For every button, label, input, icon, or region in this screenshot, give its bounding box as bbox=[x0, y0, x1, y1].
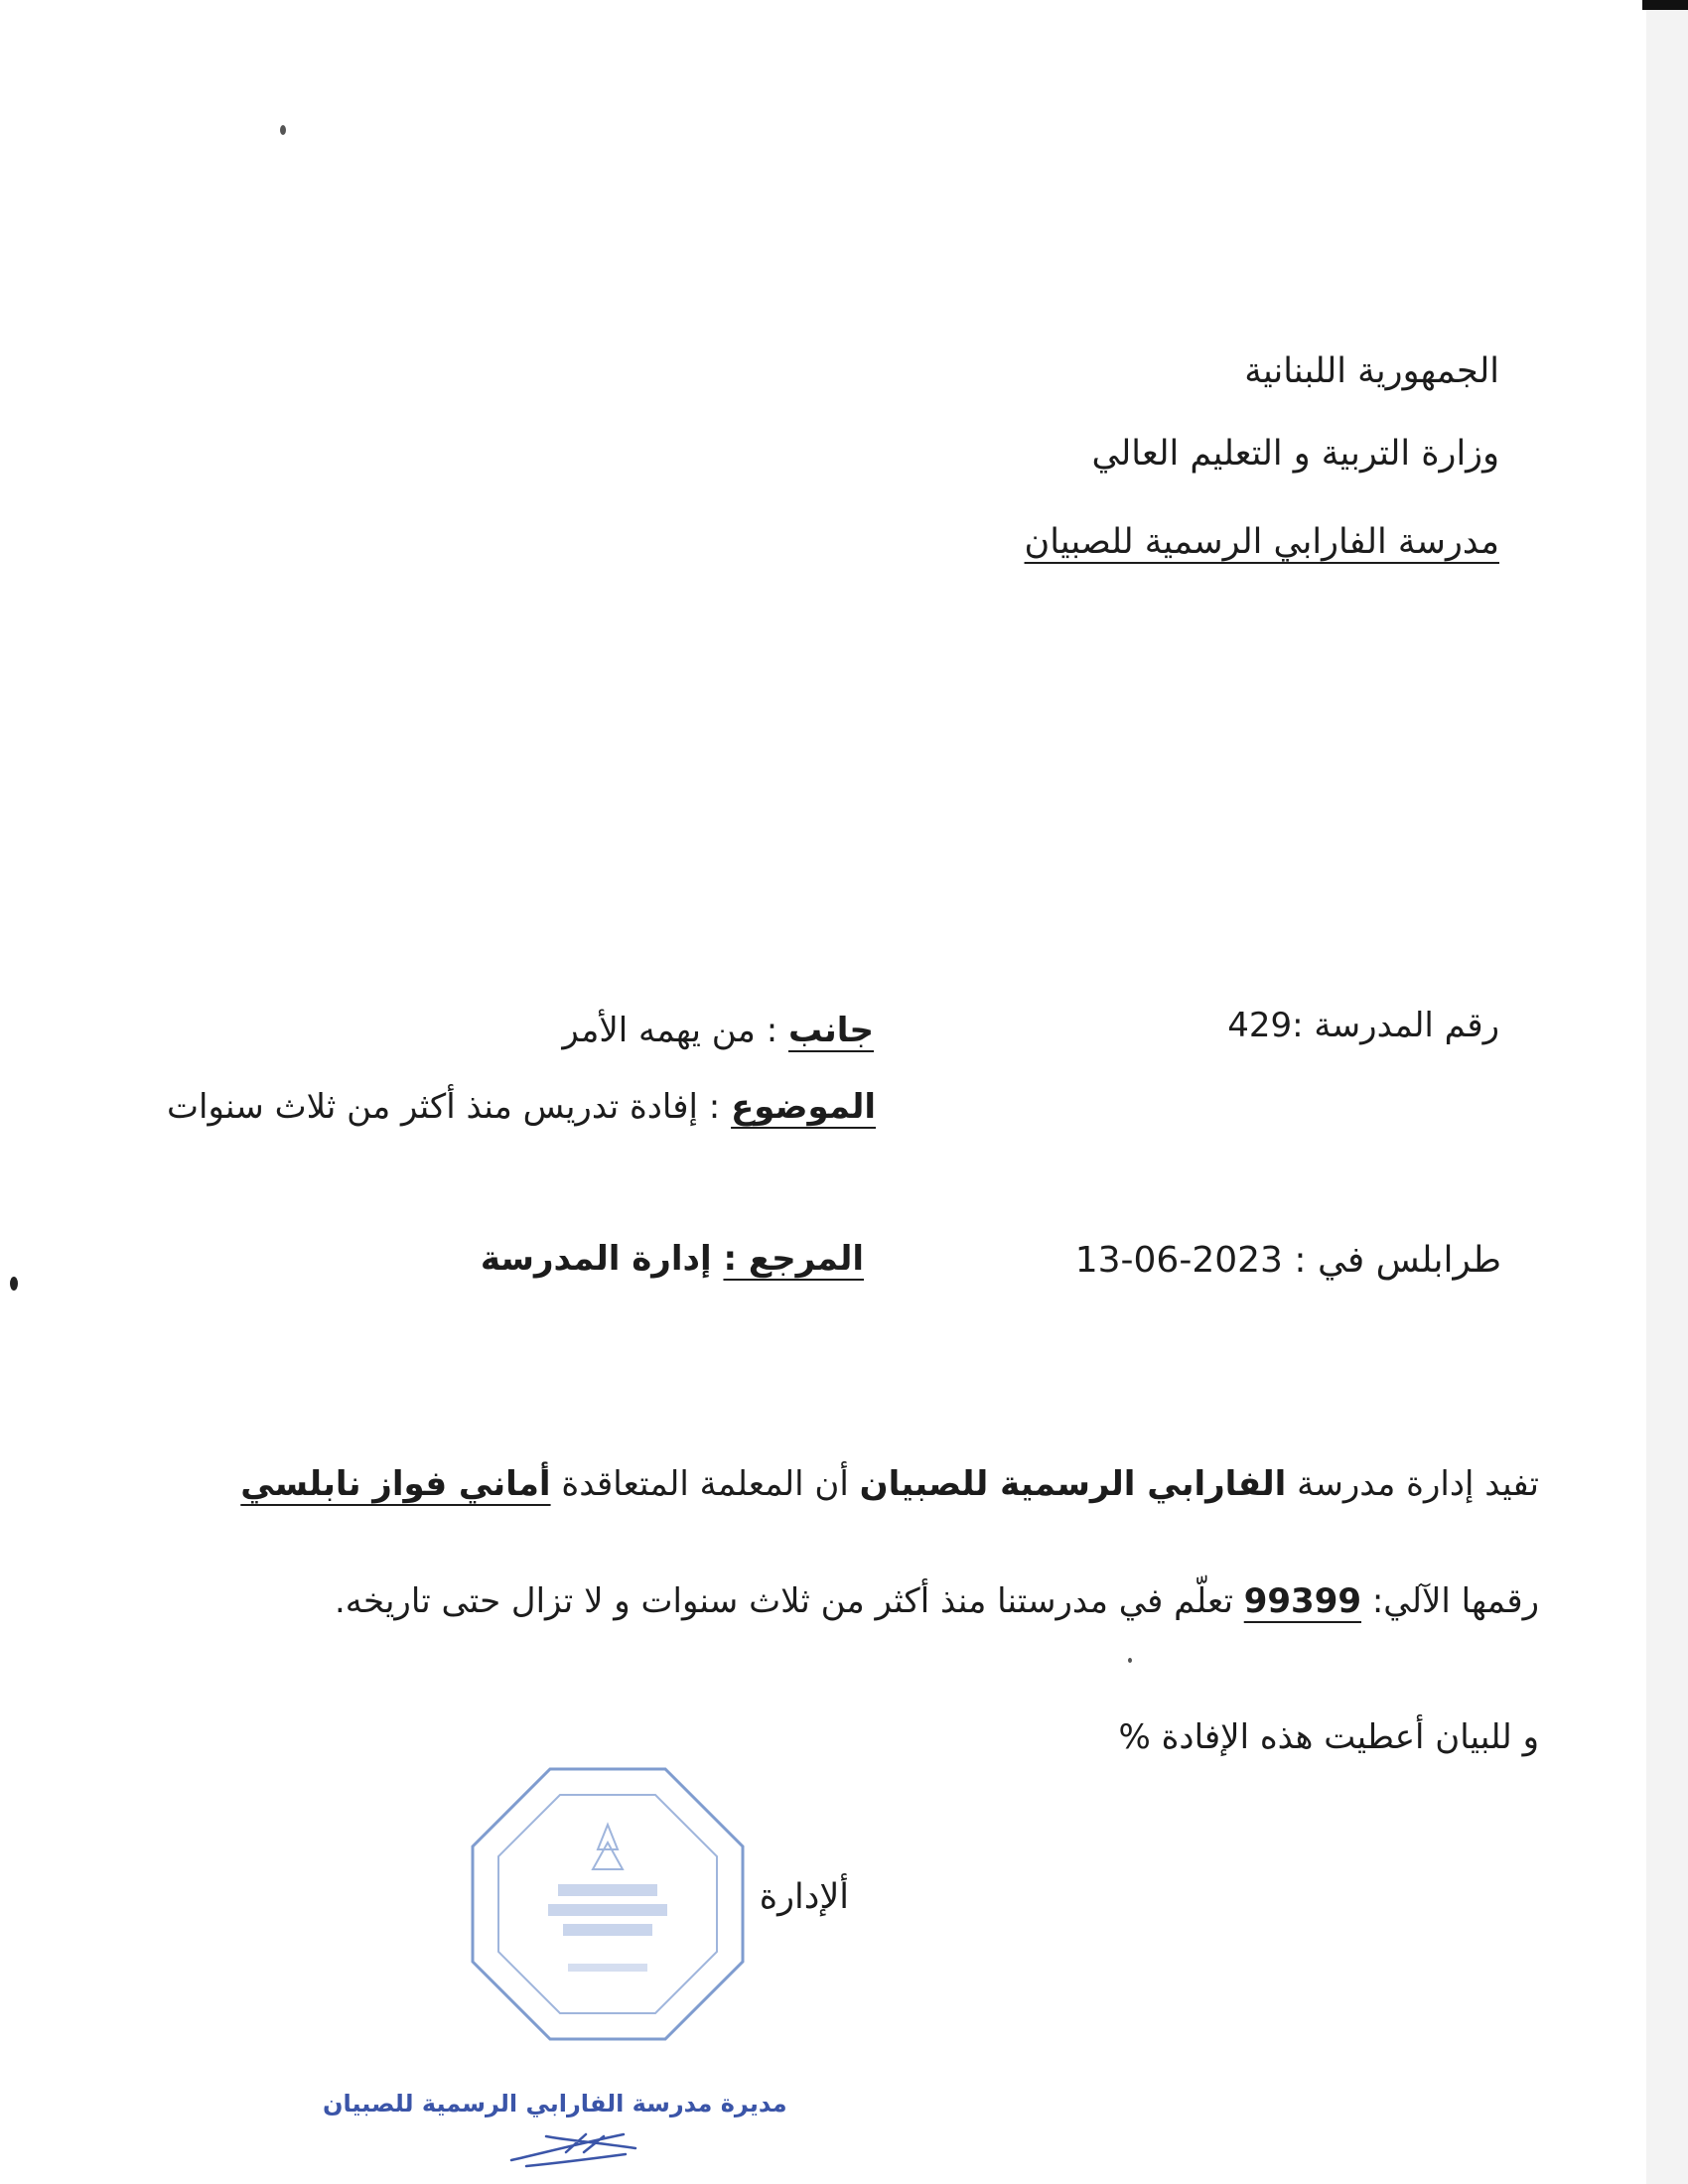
addressee-label: جانب bbox=[787, 1011, 874, 1050]
scan-corner-mark bbox=[1642, 0, 1688, 10]
body-text: أن المعلمة المتعاقدة bbox=[550, 1464, 860, 1504]
administration-label: ألإدارة bbox=[759, 1877, 849, 1917]
reference-value: إدارة المدرسة bbox=[480, 1239, 724, 1279]
body-text: تفيد إدارة مدرسة bbox=[1286, 1464, 1539, 1504]
scan-speck bbox=[1128, 1658, 1132, 1663]
teacher-name: أماني فواز نابلسي bbox=[240, 1464, 551, 1504]
body-text: رقمها الآلي: bbox=[1361, 1581, 1539, 1621]
reference-label: المرجع : bbox=[723, 1239, 864, 1279]
body-text: تعلّم في مدرستنا منذ أكثر من ثلاث سنوات و لا تزال حتى تاريخه. bbox=[334, 1581, 1244, 1621]
principal-signature-line: مديرة مدرسة الفارابي الرسمية للصبيان bbox=[323, 2090, 787, 2117]
subject-label: الموضوع bbox=[731, 1087, 876, 1127]
school-name-bold: الفارابي الرسمية للصبيان bbox=[859, 1464, 1287, 1504]
header-ministry: وزارة التربية و التعليم العالي bbox=[1091, 434, 1499, 474]
body-line-2 bbox=[335, 1581, 1539, 1622]
subject bbox=[167, 1087, 876, 1128]
body-line-3: و للبيان أعطيت هذه الإفادة % bbox=[1118, 1717, 1539, 1757]
place-date: طرابلس في : 2023-06-13 bbox=[1074, 1240, 1501, 1281]
school-stamp bbox=[469, 1765, 747, 2043]
employee-number: 99399 bbox=[1243, 1581, 1362, 1621]
scan-speck bbox=[10, 1277, 18, 1291]
school-number: رقم المدرسة :429 bbox=[1227, 1006, 1499, 1045]
header-republic: الجمهورية اللبنانية bbox=[1244, 351, 1499, 391]
body-line-1 bbox=[240, 1464, 1539, 1505]
reference bbox=[481, 1239, 864, 1280]
handwritten-signature bbox=[506, 2122, 645, 2172]
scan-speck bbox=[280, 125, 286, 135]
addressee-value: : من يهمه الأمر bbox=[562, 1011, 788, 1050]
scan-edge bbox=[1646, 0, 1688, 2184]
addressee bbox=[562, 1011, 874, 1051]
subject-value: : إفادة تدريس منذ أكثر من ثلاث سنوات bbox=[167, 1087, 732, 1127]
header-school: مدرسة الفارابي الرسمية للصبيان bbox=[1024, 522, 1499, 562]
